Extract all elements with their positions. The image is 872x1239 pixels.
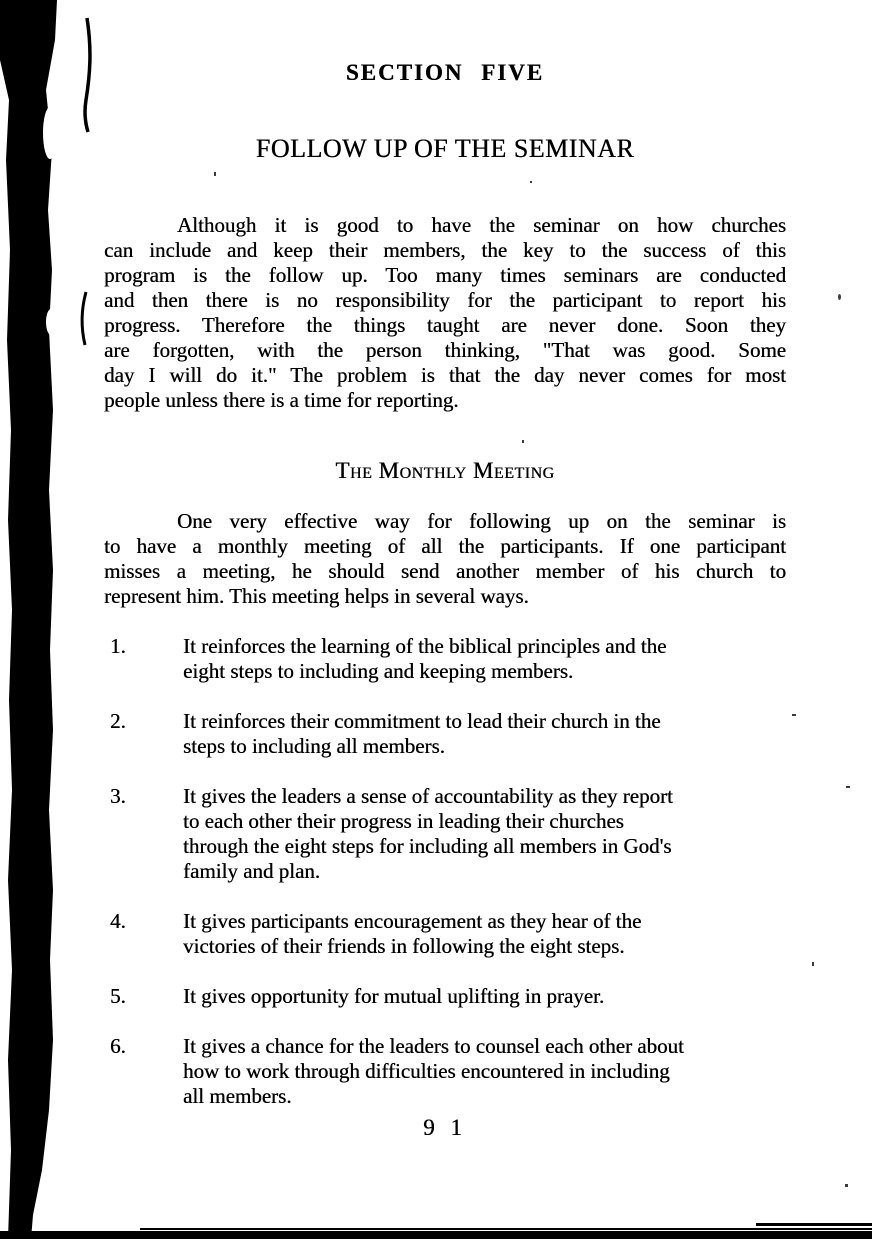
benefits-list [104, 634, 786, 1134]
list-item-line: It gives opportunity for mutual uplifting in prayer. [183, 984, 605, 1008]
list-item-line: It reinforces the learning of the biblical principles and the [183, 634, 667, 658]
intro-paragraph [104, 213, 786, 413]
scan-speckle [845, 1184, 848, 1187]
list-item [104, 634, 786, 684]
paragraph-line: day I will do it." The problem is that the day never comes for most [104, 363, 786, 387]
list-item [104, 1034, 786, 1109]
list-item-line: eight steps to including and keeping members. [183, 659, 574, 683]
paragraph-line: are forgotten, with the person thinking, "That was good. Some [104, 338, 786, 362]
scan-speckle [530, 181, 532, 183]
scan-edge-line [756, 1223, 872, 1226]
paragraph-line: represent him. This meeting helps in several ways. [104, 584, 529, 608]
list-item-line: through the eight steps for including all members in God's [183, 834, 672, 858]
monthly-meeting-heading: The Monthly Meeting [335, 458, 555, 483]
scan-speckle [214, 172, 216, 176]
list-item-number: 4. [110, 909, 126, 933]
list-item-number: 1. [110, 634, 126, 658]
scan-bottom-band [0, 1231, 872, 1239]
paragraph-line: can include and keep their members, the key to the success of this [104, 238, 786, 262]
list-item-number: 3. [110, 784, 126, 808]
paragraph-line: program is the follow up. Too many times seminars are conducted [104, 263, 786, 287]
scan-gutter-bar [0, 0, 100, 1239]
list-item-line: to each other their progress in leading their churches [183, 809, 624, 833]
scan-edge-line [140, 1228, 872, 1230]
scan-speckle [838, 294, 841, 300]
list-item-line: It gives a chance for the leaders to counsel each other about [183, 1034, 684, 1058]
paragraph-line: Although it is good to have the seminar on how churches [177, 213, 786, 237]
list-item-line: It reinforces their commitment to lead their church in the [183, 709, 661, 733]
page-number: 9 1 [423, 1115, 467, 1140]
list-item-line: It gives participants encouragement as they hear of the [183, 909, 642, 933]
paragraph-line: and then there is no responsibility for the participant to report his [104, 288, 786, 312]
list-item-line: victories of their friends in following the eight steps. [183, 934, 625, 958]
list-item [104, 709, 786, 759]
scan-speckle [812, 962, 814, 966]
list-item [104, 909, 786, 959]
paragraph-line: misses a meeting, he should send another member of his church to [104, 559, 786, 583]
list-item-number: 2. [110, 709, 126, 733]
scan-speckle [846, 786, 850, 788]
list-item-number: 5. [110, 984, 126, 1008]
list-item-number: 6. [110, 1034, 126, 1058]
section-title: SECTION FIVE [345, 60, 545, 85]
scan-speckle [792, 714, 796, 716]
list-item-line: It gives the leaders a sense of accountability as they report [183, 784, 673, 808]
list-item-line: family and plan. [183, 859, 321, 883]
paragraph-line: One very effective way for following up on the seminar is [177, 509, 786, 533]
list-item-line: how to work through difficulties encountered in including [183, 1059, 670, 1083]
paragraph-line: to have a monthly meeting of all the participants. If one participant [104, 534, 786, 558]
paragraph-line: people unless there is a time for reporting. [104, 388, 459, 412]
meeting-paragraph [104, 509, 786, 609]
list-item-line: steps to including all members. [183, 734, 445, 758]
scan-speckle [522, 440, 524, 443]
list-item [104, 784, 786, 884]
chapter-subtitle: FOLLOW UP OF THE SEMINAR [255, 134, 635, 163]
list-item-line: all members. [183, 1084, 292, 1108]
list-item [104, 984, 786, 1009]
paragraph-line: progress. Therefore the things taught are never done. Soon they [104, 313, 786, 337]
